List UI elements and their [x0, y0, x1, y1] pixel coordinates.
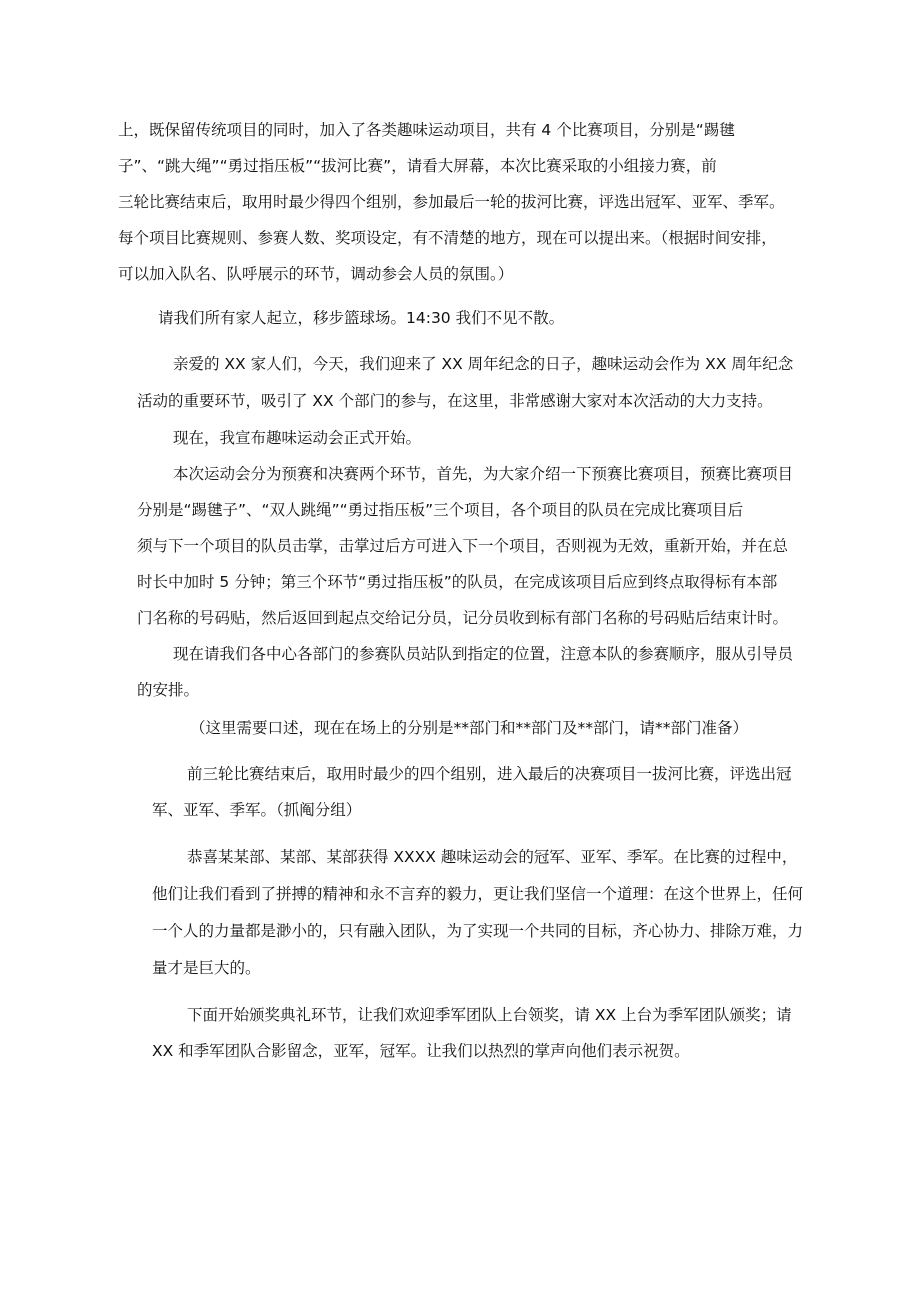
text-line: 一个人的力量都是渺小的，只有融入团队，为了实现一个共同的目标，齐心协力、排除万难，力 [152, 922, 804, 940]
text-line: 现在，我宣布趣味运动会正式开始。 [173, 429, 422, 447]
text-line: 的安排。 [137, 681, 200, 699]
text-line: 本次运动会分为预赛和决赛两个环节，首先，为大家介绍一下预赛比赛项目，预赛比赛项目 [173, 465, 794, 483]
text-line: 恭喜某某部、某部、某部获得 XXXX 趣味运动会的冠军、亚军、季军。在比赛的过程中， [187, 848, 798, 866]
text-line: （这里需要口述，现在在场上的分别是**部门和**部门及**部门，请**部门准备） [190, 719, 749, 737]
text-line: 三轮比赛结束后，取用时最少得四个组别，参加最后一轮的拔河比赛，评选出冠军、亚军、季军。 [118, 193, 785, 211]
text-line: 量才是巨大的。 [152, 959, 261, 977]
text-line: 下面开始颁奖典礼环节，让我们欢迎季军团队上台领奖，请 XX 上台为季军团队颁奖；请 [187, 1006, 792, 1024]
text-line: 上，既保留传统项目的同时，加入了各类趣味运动项目，共有 4 个比赛项目，分别是“踢毽 [118, 121, 735, 139]
text-line: 可以加入队名、队呼展示的环节，调动参会人员的氛围。） [118, 265, 514, 283]
text-line: 亲爱的 XX 家人们，今天，我们迎来了 XX 周年纪念的日子，趣味运动会作为 XX 周年纪念 [173, 355, 794, 373]
text-line: 门名称的号码贴，然后返回到起点交给记分员，记分员收到标有部门名称的号码贴后结束计时。 [137, 609, 789, 627]
text-line: 时长中加时 5 分钟；第三个环节“勇过指压板”的队员，在完成该项目后应到终点取得标有本部 [137, 573, 778, 591]
text-line: 须与下一个项目的队员击掌，击掌过后方可进入下一个项目，否则视为无效，重新开始，并在总 [137, 537, 789, 555]
text-line: 每个项目比赛规则、参赛人数、奖项设定，有不清楚的地方，现在可以提出来。（根据时间安排， [118, 229, 777, 247]
text-line: 前三轮比赛结束后，取用时最少的四个组别，进入最后的决赛项目一拔河比赛，评选出冠 [187, 765, 792, 783]
text-line: 他们让我们看到了拼搏的精神和永不言弃的毅力，更让我们坚信一个道理：在这个世界上，任何 [152, 885, 804, 903]
text-line: XX 和季军团队合影留念，亚军，冠军。让我们以热烈的掌声向他们表示祝贺。 [152, 1042, 690, 1060]
text-line: 活动的重要环节，吸引了 XX 个部门的参与，在这里，非常感谢大家对本次活动的大力支持。 [137, 392, 773, 410]
text-line: 分别是“踢毽子”、“双人跳绳”“勇过指压板”三个项目，各个项目的队员在完成比赛项目后 [137, 501, 744, 519]
text-line: 现在请我们各中心各部门的参赛队员站队到指定的位置，注意本队的参赛顺序，服从引导员 [173, 645, 794, 663]
text-line: 军、亚军、季军。（抓阄分组） [152, 801, 362, 819]
text-line: 子”、“跳大绳”“勇过指压板”“拔河比赛”，请看大屏幕，本次比赛采取的小组接力赛，前 [118, 157, 717, 175]
text-line: 请我们所有家人起立，移步篮球场。14:30 我们不见不散。 [158, 309, 565, 327]
